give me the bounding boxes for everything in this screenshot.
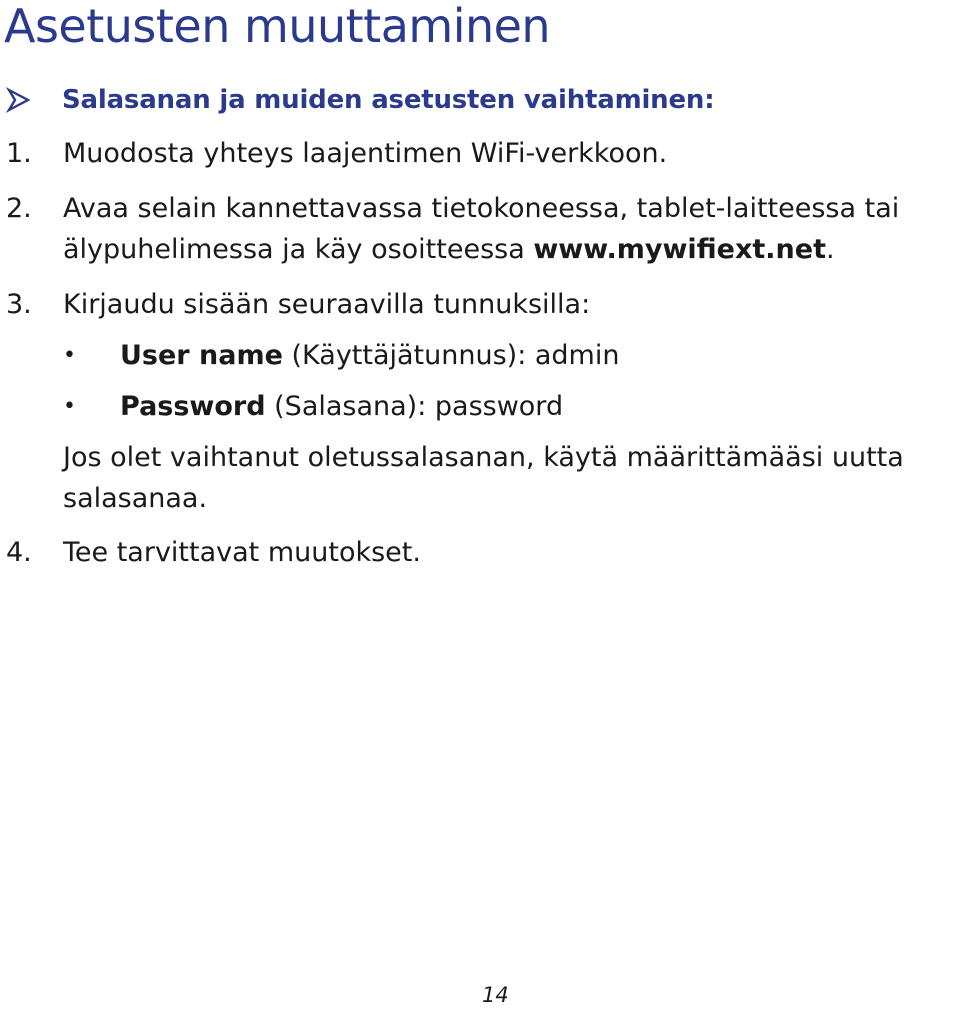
step-number: 3. xyxy=(6,289,32,320)
step-number: 1. xyxy=(6,138,32,169)
step-text: Muodosta yhteys laajentimen WiFi-verkkoon. xyxy=(63,138,668,169)
step-number: 4. xyxy=(6,537,32,568)
chevron-right-icon xyxy=(6,87,32,113)
step-text: Avaa selain kannettavassa tietokoneessa, tablet-laitteessa tai xyxy=(63,193,900,224)
page-number: 14 xyxy=(482,983,509,1007)
step-text: Kirjaudu sisään seuraavilla tunnuksilla: xyxy=(63,289,591,320)
bullet-icon: • xyxy=(63,343,76,368)
step-number: 2. xyxy=(6,193,32,224)
step-text-continued xyxy=(63,230,835,270)
credential-label: Password xyxy=(120,391,266,422)
setup-url: www.mywifiext.net xyxy=(533,234,826,265)
credential-password xyxy=(120,387,563,427)
credential-label: User name xyxy=(120,340,283,371)
step-text: Tee tarvittavat muutokset. xyxy=(63,537,421,568)
credential-username xyxy=(120,336,619,376)
section-heading-text: Salasanan ja muiden asetusten vaihtaminen: xyxy=(62,85,715,115)
section-heading xyxy=(6,80,714,120)
credential-value: (Salasana): password xyxy=(265,391,564,422)
step-text-suffix: . xyxy=(825,234,835,265)
page-title: Asetusten muuttaminen xyxy=(4,0,551,53)
note-text-continued: salasanaa. xyxy=(63,483,208,514)
credential-value: (Käyttäjätunnus): admin xyxy=(282,340,620,371)
step-text-prefix: älypuhelimessa ja käy osoitteessa xyxy=(63,234,534,265)
bullet-icon: • xyxy=(63,394,76,419)
note-text: Jos olet vaihtanut oletussalasanan, käytä määrittämääsi uutta xyxy=(63,442,904,473)
